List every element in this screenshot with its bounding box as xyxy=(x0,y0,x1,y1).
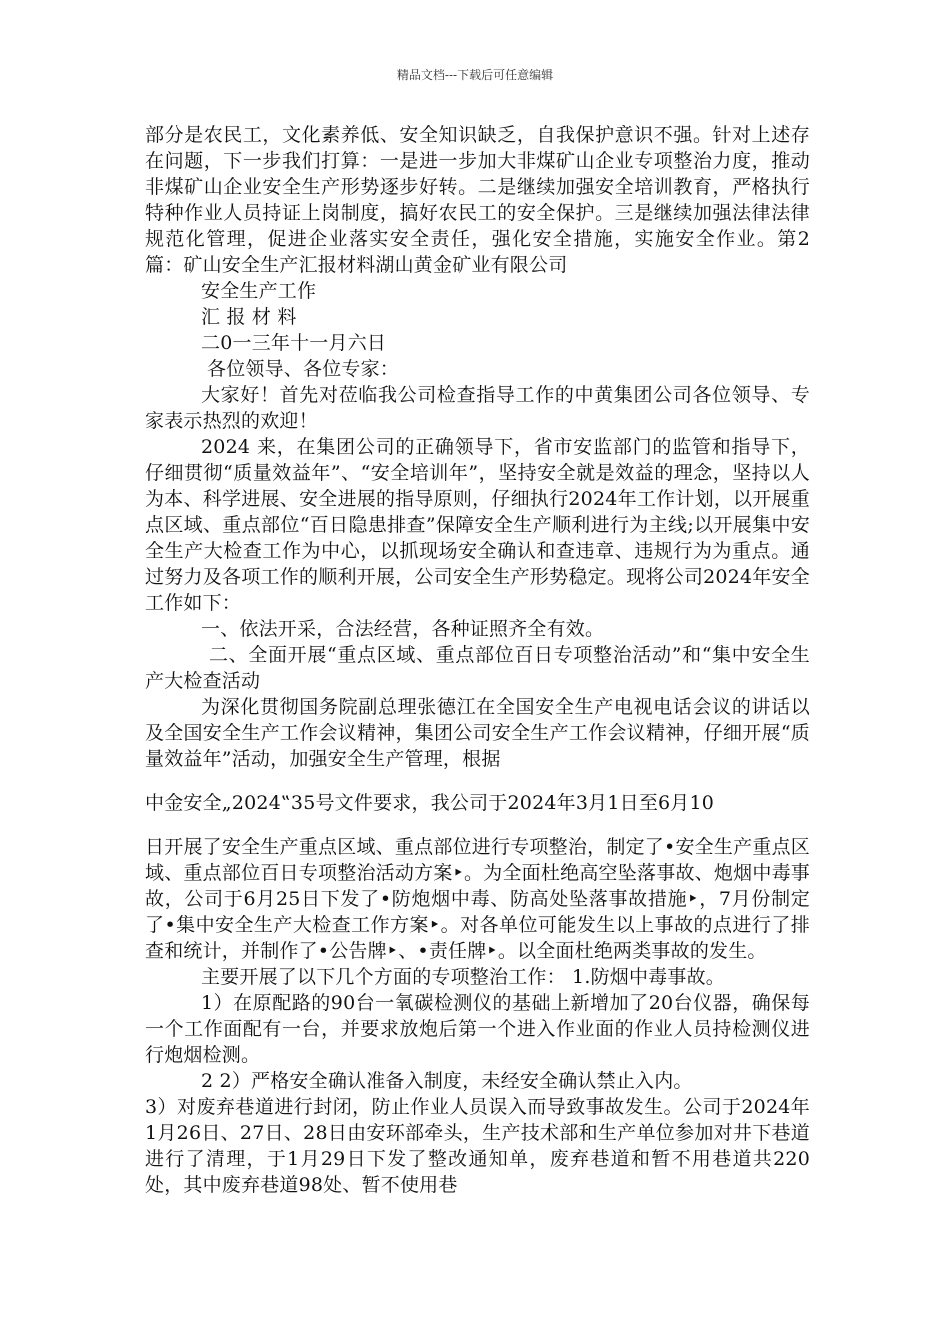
paragraph-item-2: 2 2）严格安全确认准备入制度，未经安全确认禁止入内。 xyxy=(201,1070,693,1092)
paragraph-document-ref: 中金安全„2024‟35号文件要求，我公司于2024年3月1日至6月10 xyxy=(145,792,715,814)
document-body xyxy=(145,122,810,1198)
paragraph-main-work: 主要开展了以下几个方面的专项整治工作： 1.防烟中毒事故。 xyxy=(201,966,725,988)
paragraph-1: 部分是农民工，文化素养低、安全知识缺乏，自我保护意识不强。针对上述存在问题，下一步我们打算：一是进一步加大非煤矿山企业专项整治力度，推动非煤矿山企业安全生产形势逐步好转。二是继续加强安全培训教育，严格执行特种作业人员持证上岗制度，搞好农民工的安全保护。三是继续加强法律法律规范化管理，促进企业落实安全责任，强化安全措施，实施安全作业。第2篇：矿山安全生产汇报材料湖山黄金矿业有限公司 xyxy=(145,124,810,276)
paragraph-greeting: 大家好！首先对莅临我公司检查指导工作的中黄集团公司各位领导、专家表示热烈的欢迎！ xyxy=(145,384,810,432)
page-header: 精品文档---下载后可任意编辑 xyxy=(396,68,554,82)
paragraph-rectification: 日开展了安全生产重点区域、重点部位进行专项整治，制定了•安全生产重点区域、重点部位百日专项整治活动方案‣。为全面杜绝高空坠落事故、炮烟中毒事故，公司于6月25日下发了•防炮烟中毒、防高处坠落事故措施‣，7月份制定了•集中安全生产大检查工作方案‣。对各单位可能发生以上事故的点进行了排查和统计，并制作了•公告牌‣、•责任牌‣。以全面杜绝两类事故的发生。 xyxy=(145,836,810,962)
paragraph-item-1: 1）在原配路的90台一氧碳检测仪的基础上新增加了20台仪器，确保每一个工作面配有一台，并要求放炮后第一个进入作业面的作业人员持检测仪进行炮烟检测。 xyxy=(145,992,810,1066)
section-heading-1: 一、依法开采，合法经营，各种证照齐全有效。 xyxy=(201,618,605,640)
date-line: 二0一三年十一月六日 xyxy=(201,332,387,354)
section-heading-2: 二、全面开展“重点区域、重点部位百日专项整治活动”和“集中安全生产大检查活动 xyxy=(145,644,810,692)
paragraph-item-3: 3）对废弃巷道进行封闭，防止作业人员误入而导致事故发生。公司于2024年1月26日、27日、28日由安环部牵头，生产技术部和生产单位参加对井下巷道进行了清理，于1月29日下发了整改通知单，废弃巷道和暂不用巷道共220处，其中废弃巷道98处、暂不使用巷 xyxy=(145,1096,810,1196)
paragraph-directive: 为深化贯彻国务院副总理张德江在全国安全生产电视电话会议的讲话以及全国安全生产工作会议精神，集团公司安全生产工作会议精神，仔细开展“质量效益年”活动，加强安全生产管理，根据 xyxy=(145,696,810,770)
paragraph-overview: 2024 来，在集团公司的正确领导下，省市安监部门的监管和指导下，仔细贯彻“质量效益年”、“安全培训年”，坚持安全就是效益的理念，坚持以人为本、科学进展、安全进展的指导原则，仔细执行2024年工作计划，以开展重点区域、重点部位“百日隐患排查”保障安全生产顺利进行为主线;以开展集中安全生产大检查工作为中心，以抓现场安全确认和查违章、违规行为为重点。通过努力及各项工作的顺利开展，公司安全生产形势稳定。现将公司2024年安全工作如下： xyxy=(145,436,810,614)
title-line-1: 安全生产工作 xyxy=(201,280,317,302)
title-line-2: 汇 报 材 料 xyxy=(201,306,297,328)
salutation: 各位领导、各位专家： xyxy=(207,358,400,380)
